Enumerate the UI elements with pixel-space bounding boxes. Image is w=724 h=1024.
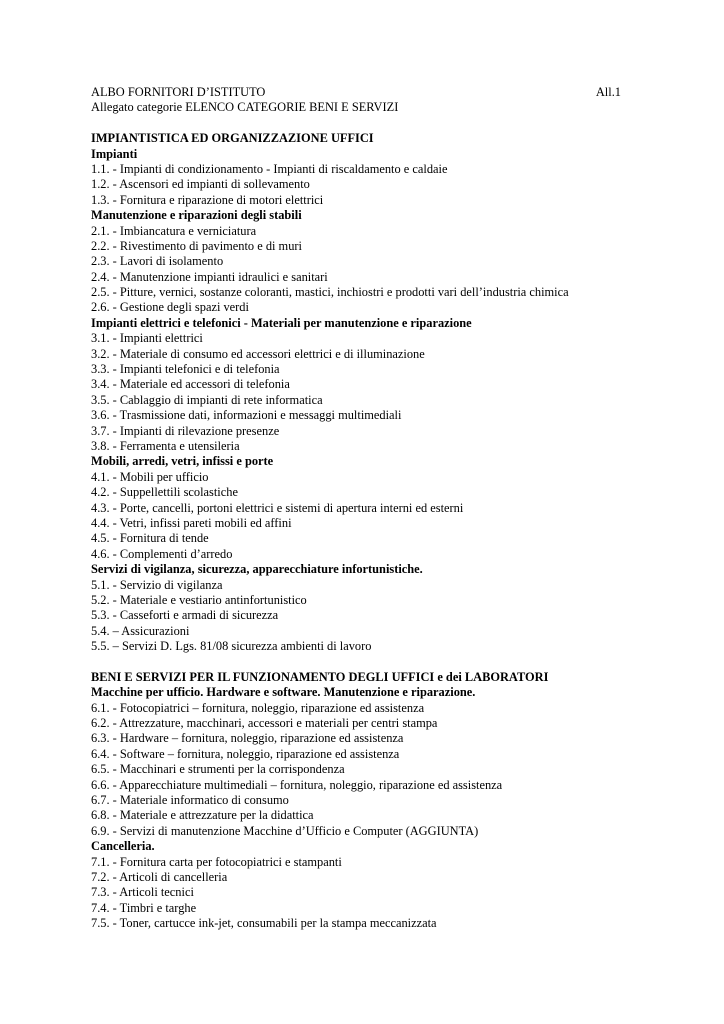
category-item: 2.1. - Imbiancatura e verniciatura	[91, 223, 257, 238]
category-item: 7.1. - Fornitura carta per fotocopiatrici e stampanti	[91, 854, 342, 869]
category-item: 5.2. - Materiale e vestiario antinfortunistico	[91, 592, 307, 607]
category-item: 7.2. - Articoli di cancelleria	[91, 869, 228, 884]
category-item: 3.7. - Impianti di rilevazione presenze	[91, 423, 280, 438]
spacer	[91, 116, 621, 131]
spacer	[91, 654, 621, 669]
group-title: Impianti	[91, 146, 138, 161]
category-item: 3.1. - Impianti elettrici	[91, 331, 203, 346]
category-item: 4.5. - Fornitura di tende	[91, 531, 209, 546]
header-row	[91, 85, 621, 100]
category-item: 6.1. - Fotocopiatrici – fornitura, noleggio, riparazione ed assistenza	[91, 700, 425, 715]
section-groups	[91, 685, 621, 931]
attachment-label: All.1	[595, 85, 621, 99]
category-item: 6.2. - Attrezzature, macchinari, accessori e materiali per centri stampa	[91, 716, 438, 731]
category-item: 1.3. - Fornitura e riparazione di motori elettrici	[91, 192, 324, 207]
group-title: Servizi di vigilanza, sicurezza, apparecchiature infortunistiche.	[91, 562, 423, 577]
category-item: 5.3. - Casseforti e armadi di sicurezza	[91, 608, 279, 623]
category-item: 5.5. – Servizi D. Lgs. 81/08 sicurezza ambienti di lavoro	[91, 639, 372, 654]
document-title: ALBO FORNITORI D’ISTITUTO	[91, 85, 266, 99]
category-item: 6.8. - Materiale e attrezzature per la didattica	[91, 808, 314, 823]
section-title: BENI E SERVIZI PER IL FUNZIONAMENTO DEGLI UFFICI e dei LABORATORI	[91, 669, 549, 684]
category-item: 2.5. - Pitture, vernici, sostanze coloranti, mastici, inchiostri e prodotti vari dell’industria chimica	[91, 285, 569, 300]
section-title: IMPIANTISTICA ED ORGANIZZAZIONE UFFICI	[91, 131, 374, 146]
category-item: 3.5. - Cablaggio di impianti di rete informatica	[91, 392, 323, 407]
category-item: 5.4. – Assicurazioni	[91, 623, 190, 638]
category-item: 3.3. - Impianti telefonici e di telefonia	[91, 362, 280, 377]
category-item: 4.4. - Vetri, infissi pareti mobili ed affini	[91, 515, 292, 530]
category-item: 6.7. - Materiale informatico di consumo	[91, 792, 289, 807]
category-item: 6.4. - Software – fornitura, noleggio, riparazione ed assistenza	[91, 746, 400, 761]
category-item: 4.2. - Suppellettili scolastiche	[91, 485, 238, 500]
category-item: 6.9. - Servizi di manutenzione Macchine d’Ufficio e Computer (AGGIUNTA)	[91, 823, 479, 838]
group-title: Macchine per ufficio. Hardware e software. Manutenzione e riparazione.	[91, 685, 476, 700]
category-item: 4.6. - Complementi d’arredo	[91, 546, 233, 561]
category-item: 3.2. - Materiale di consumo ed accessori elettrici e di illuminazione	[91, 346, 425, 361]
category-item: 7.5. - Toner, cartucce ink-jet, consumabili per la stampa meccanizzata	[91, 916, 437, 931]
group-title: Mobili, arredi, vetri, infissi e porte	[91, 454, 274, 469]
category-item: 2.6. - Gestione degli spazi verdi	[91, 300, 249, 315]
group-title: Impianti elettrici e telefonici - Materiali per manutenzione e riparazione	[91, 315, 472, 330]
category-item: 5.1. - Servizio di vigilanza	[91, 577, 223, 592]
section-beni-servizi	[91, 670, 621, 932]
category-item: 2.2. - Rivestimento di pavimento e di muri	[91, 238, 302, 253]
category-item: 1.2. - Ascensori ed impianti di sollevamento	[91, 177, 310, 192]
category-item: 7.3. - Articoli tecnici	[91, 885, 194, 900]
category-item: 3.8. - Ferramenta e utensileria	[91, 438, 240, 453]
category-item: 4.1. - Mobili per ufficio	[91, 469, 209, 484]
group-title: Manutenzione e riparazioni degli stabili	[91, 208, 302, 223]
category-item: 2.4. - Manutenzione impianti idraulici e sanitari	[91, 269, 328, 284]
category-item: 6.6. - Apparecchiature multimediali – fornitura, noleggio, riparazione ed assistenza	[91, 777, 503, 792]
category-item: 4.3. - Porte, cancelli, portoni elettrici e sistemi di apertura interni ed esterni	[91, 500, 464, 515]
section-impiantistica	[91, 131, 621, 654]
category-item: 2.3. - Lavori di isolamento	[91, 254, 224, 269]
category-item: 1.1. - Impianti di condizionamento - Impianti di riscaldamento e caldaie	[91, 161, 448, 176]
category-item: 7.4. - Timbri e targhe	[91, 900, 197, 915]
category-item: 6.3. - Hardware – fornitura, noleggio, riparazione ed assistenza	[91, 731, 404, 746]
document-subtitle: Allegato categorie ELENCO CATEGORIE BENI E SERVIZI	[91, 100, 399, 115]
category-item: 3.6. - Trasmissione dati, informazioni e messaggi multimediali	[91, 408, 402, 423]
category-item: 6.5. - Macchinari e strumenti per la corrispondenza	[91, 762, 345, 777]
section-groups	[91, 147, 621, 655]
group-title: Cancelleria.	[91, 839, 155, 854]
category-item: 3.4. - Materiale ed accessori di telefonia	[91, 377, 290, 392]
document-body	[91, 85, 621, 931]
